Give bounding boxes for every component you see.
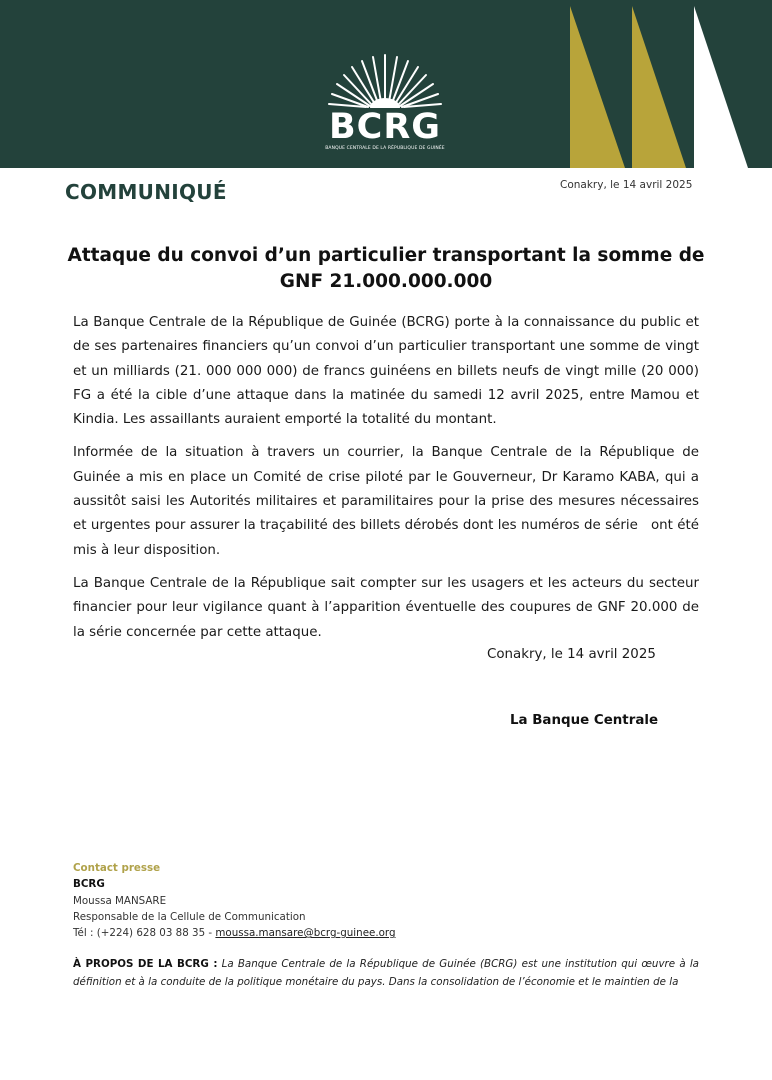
- title-line-1: Attaque du convoi d’un particulier transportant la somme de: [67, 245, 705, 266]
- gold-triangle-2: [632, 6, 686, 168]
- header-date: Conakry, le 14 avril 2025: [560, 179, 693, 191]
- header-banner: [0, 0, 772, 168]
- contact-line: [73, 925, 396, 941]
- about-text: La Banque Centrale de la République de Guinée (BCRG) est une institution qui œuvre à la définition et à la conduite de la politique monétaire du pays. Dans la consolidation de l’économie et le maintien de la: [73, 958, 699, 988]
- contact-phone: Tél : (+224) 628 03 88 35 -: [73, 927, 216, 940]
- contact-title: Contact presse: [73, 862, 161, 874]
- about-section: [73, 955, 699, 991]
- press-contact: [73, 860, 396, 941]
- sunburst-icon: [318, 52, 452, 108]
- about-label: À PROPOS DE LA BCRG :: [73, 958, 218, 970]
- paragraph: La Banque Centrale de la République sait compter sur les usagers et les acteurs du secteur financier pour leur vigilance quant à l’apparition éventuelle des coupures de GNF 20.000 de la série concernée par cette attaque.: [73, 575, 699, 640]
- contact-org: BCRG: [73, 878, 105, 891]
- contact-email-link[interactable]: moussa.mansare@bcrg-guinee.org: [215, 927, 396, 940]
- paragraph: La Banque Centrale de la République de Guinée (BCRG) porte à la connaissance du public et de ses partenaires financiers qu’un convoi d’un particulier transportant une somme de vingt et un milliards (21. 000 000 000) de francs guinéens en billets neufs de vingt mille (20 000) FG a été la cible d’une attaque dans la matinée du samedi 12 avril 2025, entre Mamou et Kindia. Les assaillants auraient emporté la totalité du montant.: [73, 315, 699, 428]
- contact-role: Responsable de la Cellule de Communication: [73, 910, 306, 923]
- paragraph: Informée de la situation à travers un courrier, la Banque Centrale de la République de Guinée a mis en place un Comité de crise piloté par le Gouverneur, Dr Karamo KABA, qui a aussitôt saisi les Autorités militaires et paramilitaires pour la prise des mesures nécessaires et urgentes pour assurer la traçabilité des billets dérobés dont les numéros de série ont été mis à leur disposition.: [73, 445, 704, 558]
- signature-date: Conakry, le 14 avril 2025: [487, 647, 656, 662]
- logo-subtitle: BANQUE CENTRALE DE LA RÉPUBLIQUE DE GUINÉE: [325, 146, 445, 151]
- logo-text: BCRG: [328, 107, 442, 147]
- title-line-2: GNF 21.000.000.000: [279, 271, 493, 292]
- bcrg-logo: [318, 52, 452, 157]
- white-triangle: [694, 6, 748, 168]
- document-label: COMMUNIQUÉ: [65, 180, 227, 204]
- gold-triangle-1: [570, 6, 625, 168]
- contact-name: Moussa MANSARE: [73, 894, 167, 907]
- page-title: [40, 243, 732, 295]
- signature-name: La Banque Centrale: [510, 713, 659, 728]
- document-body: [73, 311, 704, 654]
